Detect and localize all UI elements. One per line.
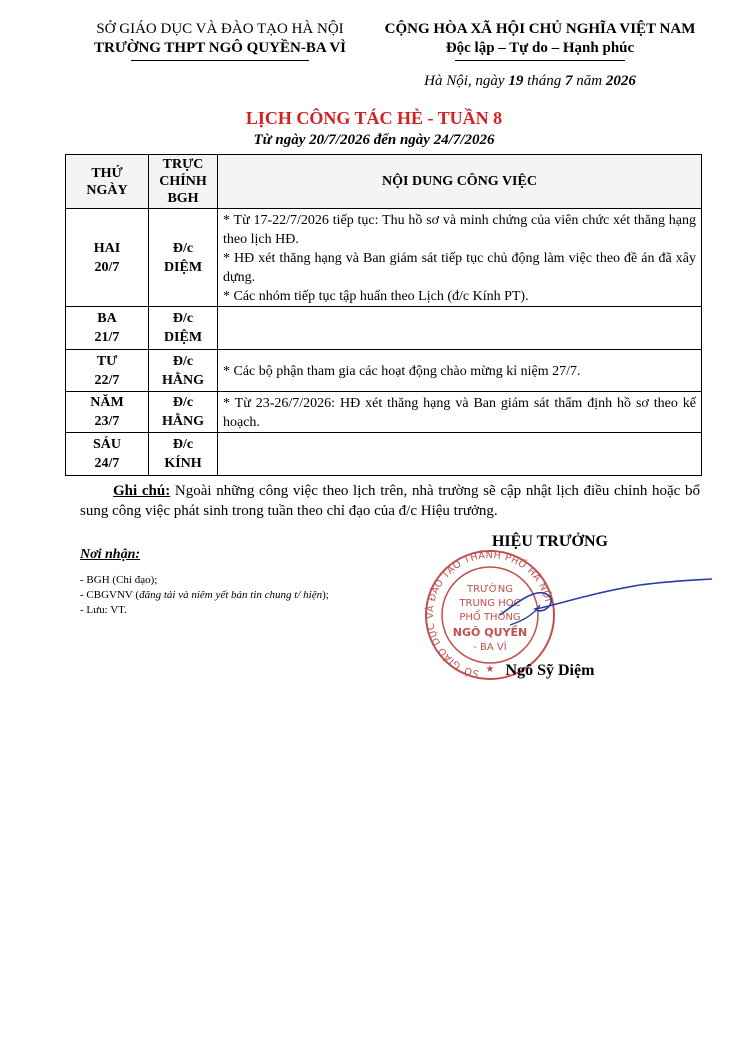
recipient-item: - Lưu: VT. bbox=[80, 604, 127, 616]
handwritten-signature bbox=[480, 575, 720, 635]
svg-text:★: ★ bbox=[485, 664, 495, 675]
document-subtitle: Từ ngày 20/7/2026 đến ngày 24/7/2026 bbox=[253, 132, 495, 148]
duty-cell: Đ/c KÍNH bbox=[149, 433, 218, 476]
national-heading bbox=[372, 20, 708, 61]
date-year: 2026 bbox=[605, 73, 636, 89]
stamp-line: PHỔ THÔNG bbox=[459, 612, 521, 623]
motto-underline bbox=[455, 60, 625, 61]
content-cell: * Các bộ phận tham gia các hoạt động chào mừng kỉ niệm 27/7. bbox=[218, 350, 702, 392]
note-label: Ghi chú: bbox=[113, 483, 171, 499]
note-paragraph bbox=[80, 481, 700, 521]
issuing-authority bbox=[60, 20, 380, 61]
stamp-ring-text: SỞ GIÁO DỤC VÀ ĐÀO TẠO THÀNH PHỐ HÀ NỘI bbox=[425, 550, 554, 679]
table-header-row bbox=[66, 155, 702, 209]
recipients-title: Nơi nhận: bbox=[80, 547, 141, 562]
date-year-label: năm bbox=[576, 73, 603, 89]
stamp-line: TRƯỜNG bbox=[467, 584, 513, 595]
content-cell bbox=[218, 433, 702, 476]
signer-position: HIỆU TRƯỞNG bbox=[491, 533, 608, 550]
stamp-line: TRUNG HỌC bbox=[459, 598, 521, 609]
nation-name: CỘNG HÒA XÃ HỘI CHỦ NGHĨA VIỆT NAM bbox=[384, 21, 696, 37]
table-row bbox=[66, 350, 702, 392]
stamp-line: NGÔ QUYỀN bbox=[452, 626, 528, 639]
content-cell: * Từ 23-26/7/2026: HĐ xét thăng hạng và Ban giám sát thẩm định hồ sơ theo kế hoạch. bbox=[218, 392, 702, 433]
day-cell: BA 21/7 bbox=[66, 307, 149, 350]
stamp-line: - BA VÌ bbox=[473, 642, 507, 653]
header-day: THỨ NGÀY bbox=[66, 155, 149, 209]
table-row bbox=[66, 209, 702, 307]
duty-cell: Đ/c HẰNG bbox=[149, 392, 218, 433]
schedule-table bbox=[65, 154, 702, 476]
table-row bbox=[66, 433, 702, 476]
day-cell: HAI 20/7 bbox=[66, 209, 149, 307]
recipient-item: - CBGVNV (đăng tải và niêm yết bản tin chung t/ hiện); bbox=[80, 589, 329, 601]
date-month: 7 bbox=[565, 73, 573, 89]
school-underline bbox=[131, 60, 309, 61]
national-motto: Độc lập – Tự do – Hạnh phúc bbox=[445, 40, 635, 56]
school-name: TRƯỜNG THPT NGÔ QUYỀN-BA VÌ bbox=[94, 40, 346, 56]
duty-cell: Đ/c DIỆM bbox=[149, 307, 218, 350]
header-content: NỘI DUNG CÔNG VIỆC bbox=[218, 155, 702, 209]
signer-name: Ngô Sỹ Diệm bbox=[505, 662, 595, 679]
header-duty: TRỰC CHÍNH BGH bbox=[149, 155, 218, 209]
recipients-list bbox=[80, 573, 329, 618]
document-title: LỊCH CÔNG TÁC HÈ - TUẦN 8 bbox=[245, 108, 503, 128]
day-cell: TƯ 22/7 bbox=[66, 350, 149, 392]
duty-cell: Đ/c HẰNG bbox=[149, 350, 218, 392]
recipient-item: - BGH (Chỉ đạo); bbox=[80, 574, 158, 586]
table-row bbox=[66, 307, 702, 350]
date-month-label: tháng bbox=[527, 73, 562, 89]
day-cell: SÁU 24/7 bbox=[66, 433, 149, 476]
department-name: SỞ GIÁO DỤC VÀ ĐÀO TẠO HÀ NỘI bbox=[96, 21, 344, 37]
table-row bbox=[66, 392, 702, 433]
content-cell bbox=[218, 307, 702, 350]
day-cell: NĂM 23/7 bbox=[66, 392, 149, 433]
date-prefix: Hà Nội, ngày bbox=[424, 73, 505, 89]
date-day: 19 bbox=[508, 73, 524, 89]
document-date bbox=[380, 73, 680, 90]
content-cell: * Từ 17-22/7/2026 tiếp tục: Thu hồ sơ và minh chứng của viên chức xét thăng hạng theo lịch HĐ. * HĐ xét thăng hạng và Ban giám sát tiếp tục chủ động làm việc theo đề án đã xây dựng. * Các nhóm tiếp tục tập huấn theo Lịch (đ/c Kính PT). bbox=[218, 209, 702, 307]
duty-cell: Đ/c DIỆM bbox=[149, 209, 218, 307]
note-text: Ngoài những công việc theo lịch trên, nhà trường sẽ cập nhật lịch điều chỉnh hoặc bổ sung công việc phát sinh trong tuần theo chỉ đạo của đ/c Hiệu trưởng. bbox=[80, 483, 701, 519]
